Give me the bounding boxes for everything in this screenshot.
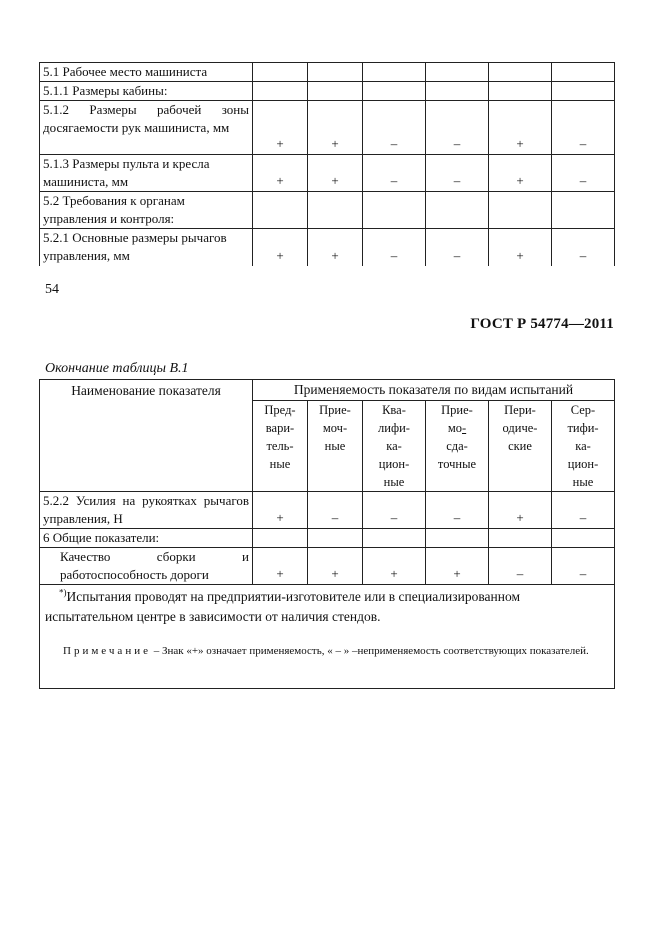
mark-cell [552,82,615,101]
footnote-mark: *) [59,587,67,598]
mark-cell [308,63,363,82]
column-header: Ква- лифи- ка- цион- ные [363,401,426,492]
mark-cell [426,63,489,82]
table-row [40,548,615,585]
mark-cell [363,63,426,82]
mark-cell [253,63,308,82]
mark-cell [489,192,552,229]
mark-cell: + [363,548,426,585]
mark-cell: + [253,492,308,529]
mark-cell: + [253,229,308,266]
mark-cell: + [308,548,363,585]
column-header: Прие- мо- сда- точные [426,401,489,492]
footnote [45,587,609,627]
footnote-row [40,585,615,689]
mark-cell: + [426,548,489,585]
mark-cell: + [489,492,552,529]
header-row [40,380,615,401]
header-name: Наименование показателя [40,380,253,492]
note-label: Примечание [63,645,151,657]
mark-cell: – [363,229,426,266]
mark-cell: – [426,101,489,155]
mark-cell [308,82,363,101]
row-label: 6 Общие показатели: [40,529,253,548]
mark-cell [426,192,489,229]
mark-cell: + [308,101,363,155]
mark-cell [489,82,552,101]
mark-cell [253,82,308,101]
table-row [40,192,615,229]
column-header: Прие- моч- ные [308,401,363,492]
mark-cell [489,529,552,548]
mark-cell: + [308,155,363,192]
mark-cell: – [363,155,426,192]
mark-cell: – [426,492,489,529]
note [45,643,609,659]
row-label: 5.1 Рабочее место машиниста [40,63,253,82]
row-label: Качество сборки и работоспособность дороги [40,548,253,585]
row-label: 5.1.2 Размеры рабочей зоны досягаемости рук машиниста, мм [40,101,253,155]
column-header: Сер- тифи- ка- цион- ные [552,401,615,492]
row-label: 5.2 Требования к органам управления и контроля: [40,192,253,229]
footnote-text: Испытания проводят на предприятии-изготовителе или в специализированном испытательном центре в зависимости от наличия стендов. [45,589,521,624]
mark-cell: – [552,492,615,529]
mark-cell [308,192,363,229]
mark-cell: – [426,155,489,192]
table-caption: Окончание таблицы В.1 [45,361,189,376]
mark-cell: + [253,101,308,155]
mark-cell: – [552,229,615,266]
mark-cell: + [489,101,552,155]
column-header: Пери- одиче- ские [489,401,552,492]
note-text: – Знак «+» означает применяемость, « – » –неприменяемость соответствующих показателей. [153,645,589,657]
mark-cell: – [363,492,426,529]
mark-cell: + [308,229,363,266]
table-row [40,82,615,101]
mark-cell [552,529,615,548]
table-row [40,229,615,266]
mark-cell [363,529,426,548]
table-row [40,529,615,548]
mark-cell: – [489,548,552,585]
table-row [40,492,615,529]
column-header: Пред- вари- тель- ные [253,401,308,492]
header-group: Применяемость показателя по видам испытаний [253,380,615,401]
mark-cell: – [308,492,363,529]
mark-cell: + [253,548,308,585]
mark-cell: + [489,229,552,266]
mark-cell [489,63,552,82]
row-label: 5.1.3 Размеры пульта и кресла машиниста, мм [40,155,253,192]
mark-cell: – [426,229,489,266]
mark-cell: + [489,155,552,192]
table-row [40,155,615,192]
table-row [40,63,615,82]
row-label: 5.1.1 Размеры кабины: [40,82,253,101]
mark-cell [363,192,426,229]
mark-cell [426,529,489,548]
top-table-fragment [39,62,615,266]
table-b1-end [39,379,615,689]
mark-cell [253,192,308,229]
mark-cell [552,63,615,82]
footnote-cell [40,585,615,689]
mark-cell: – [552,101,615,155]
page-number: 54 [45,282,59,297]
mark-cell: – [552,155,615,192]
row-label: 5.2.1 Основные размеры рычагов управления, мм [40,229,253,266]
mark-cell [426,82,489,101]
document-code: ГОСТ Р 54774—2011 [470,316,614,332]
row-label: 5.2.2 Усилия на рукоятках рычагов управления, Н [40,492,253,529]
mark-cell: – [552,548,615,585]
table-row [40,101,615,155]
mark-cell [363,82,426,101]
mark-cell [308,529,363,548]
mark-cell [253,529,308,548]
mark-cell: + [253,155,308,192]
mark-cell [552,192,615,229]
mark-cell: – [363,101,426,155]
